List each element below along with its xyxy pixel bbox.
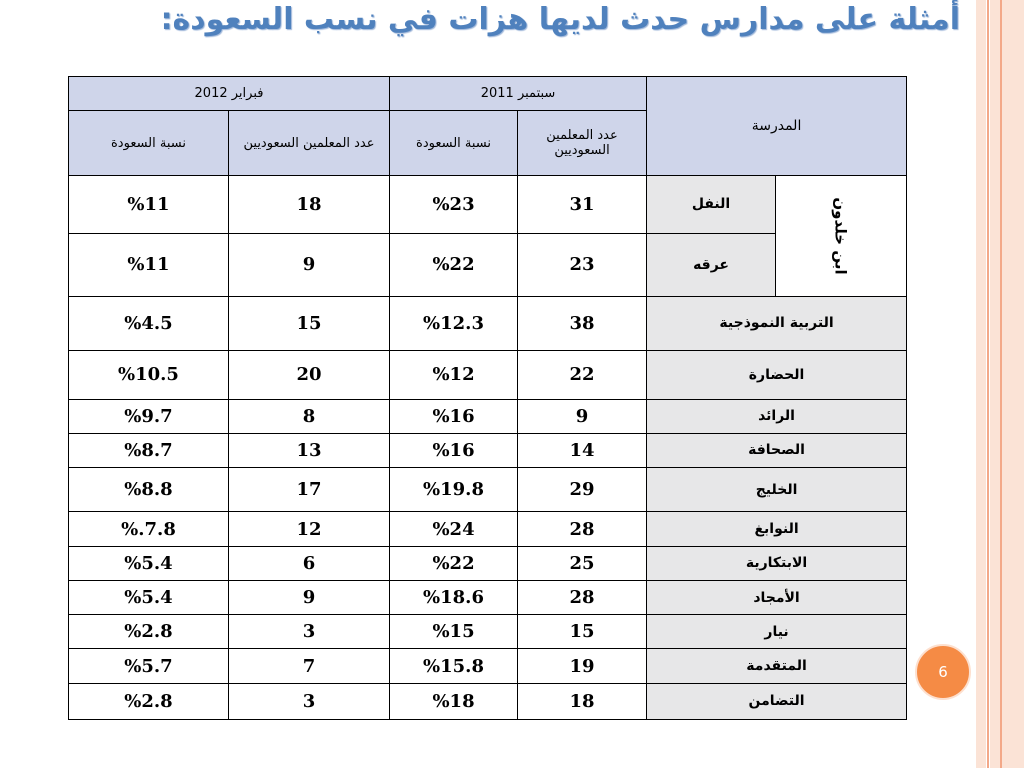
feb-count-cell: 15 [229, 296, 390, 350]
school-name-cell: نيار [647, 615, 907, 649]
sep-ratio-cell: %15 [390, 615, 518, 649]
school-name-cell: الرائد [647, 399, 907, 433]
saudization-table [68, 76, 907, 720]
school-name-cell: الأمجاد [647, 580, 907, 614]
header-sep-ratio: نسبة السعودة [390, 111, 518, 176]
feb-count-cell: 7 [229, 649, 390, 683]
sep-count-cell: 9 [518, 399, 647, 433]
feb-ratio-cell: %11 [69, 175, 229, 233]
school-name-cell: النفل [647, 175, 776, 233]
table-row [69, 433, 907, 467]
feb-count-cell: 3 [229, 683, 390, 719]
school-name-cell: التضامن [647, 683, 907, 719]
feb-count-cell: 12 [229, 512, 390, 546]
feb-count-cell: 17 [229, 468, 390, 512]
table-row [69, 546, 907, 580]
sep-ratio-cell: %15.8 [390, 649, 518, 683]
table-row [69, 512, 907, 546]
sep-count-cell: 15 [518, 615, 647, 649]
sep-count-cell: 19 [518, 649, 647, 683]
feb-ratio-cell: %8.8 [69, 468, 229, 512]
header-feb-ratio: نسبة السعودة [69, 111, 229, 176]
page-number-badge: 6 [915, 644, 971, 700]
feb-ratio-cell: %2.8 [69, 615, 229, 649]
table-row [69, 468, 907, 512]
feb-ratio-cell: %5.7 [69, 649, 229, 683]
sep-ratio-cell: %12 [390, 351, 518, 399]
sep-count-cell: 28 [518, 580, 647, 614]
feb-ratio-cell: %2.8 [69, 683, 229, 719]
header-feb-2012: فبراير 2012 [69, 77, 390, 111]
sep-count-cell: 31 [518, 175, 647, 233]
decorative-border-line [1000, 0, 1002, 768]
feb-ratio-cell: %8.7 [69, 433, 229, 467]
slide-title: أمثلة على مدارس حدث لديها هزات في نسب السعودة: [160, 2, 960, 37]
school-name-cell: التربية النموذجية [647, 296, 907, 350]
header-sep-count: عدد المعلمين السعوديين [518, 111, 647, 176]
feb-count-cell: 6 [229, 546, 390, 580]
feb-ratio-cell: %9.7 [69, 399, 229, 433]
school-name-cell: الابتكارية [647, 546, 907, 580]
sep-ratio-cell: %22 [390, 546, 518, 580]
feb-count-cell: 18 [229, 175, 390, 233]
school-name-cell: الخليج [647, 468, 907, 512]
table-row [69, 351, 907, 399]
feb-count-cell: 3 [229, 615, 390, 649]
header-feb-count: عدد المعلمين السعوديين [229, 111, 390, 176]
feb-ratio-cell: %.7.8 [69, 512, 229, 546]
header-school: المدرسة [647, 77, 907, 176]
feb-count-cell: 9 [229, 234, 390, 296]
sep-ratio-cell: %16 [390, 399, 518, 433]
feb-count-cell: 8 [229, 399, 390, 433]
sep-count-cell: 18 [518, 683, 647, 719]
decorative-border-line [987, 0, 989, 768]
school-group-cell [776, 175, 907, 296]
sep-ratio-cell: %12.3 [390, 296, 518, 350]
table-row [69, 399, 907, 433]
sep-ratio-cell: %18 [390, 683, 518, 719]
sep-ratio-cell: %24 [390, 512, 518, 546]
sep-count-cell: 14 [518, 433, 647, 467]
sep-count-cell: 23 [518, 234, 647, 296]
decorative-border [990, 0, 1024, 768]
table-row [69, 175, 907, 233]
sep-count-cell: 29 [518, 468, 647, 512]
sep-count-cell: 38 [518, 296, 647, 350]
feb-ratio-cell: %11 [69, 234, 229, 296]
sep-ratio-cell: %22 [390, 234, 518, 296]
school-name-cell: المتقدمة [647, 649, 907, 683]
school-name-cell: النوابغ [647, 512, 907, 546]
table-row [69, 649, 907, 683]
sep-ratio-cell: %19.8 [390, 468, 518, 512]
school-name-cell: عرقه [647, 234, 776, 296]
feb-count-cell: 13 [229, 433, 390, 467]
table-row [69, 296, 907, 350]
header-sep-2011: سبتمبر 2011 [390, 77, 647, 111]
sep-count-cell: 28 [518, 512, 647, 546]
feb-count-cell: 9 [229, 580, 390, 614]
feb-ratio-cell: %4.5 [69, 296, 229, 350]
sep-ratio-cell: %16 [390, 433, 518, 467]
feb-ratio-cell: %10.5 [69, 351, 229, 399]
table-row [69, 580, 907, 614]
sep-count-cell: 25 [518, 546, 647, 580]
table-row [69, 683, 907, 719]
decorative-border [976, 0, 986, 768]
sep-ratio-cell: %23 [390, 175, 518, 233]
sep-ratio-cell: %18.6 [390, 580, 518, 614]
feb-ratio-cell: %5.4 [69, 546, 229, 580]
feb-ratio-cell: %5.4 [69, 580, 229, 614]
sep-count-cell: 22 [518, 351, 647, 399]
school-name-cell: الصحافة [647, 433, 907, 467]
table-row [69, 615, 907, 649]
school-group-label: ابن خلدون [832, 197, 851, 275]
feb-count-cell: 20 [229, 351, 390, 399]
school-name-cell: الحضارة [647, 351, 907, 399]
